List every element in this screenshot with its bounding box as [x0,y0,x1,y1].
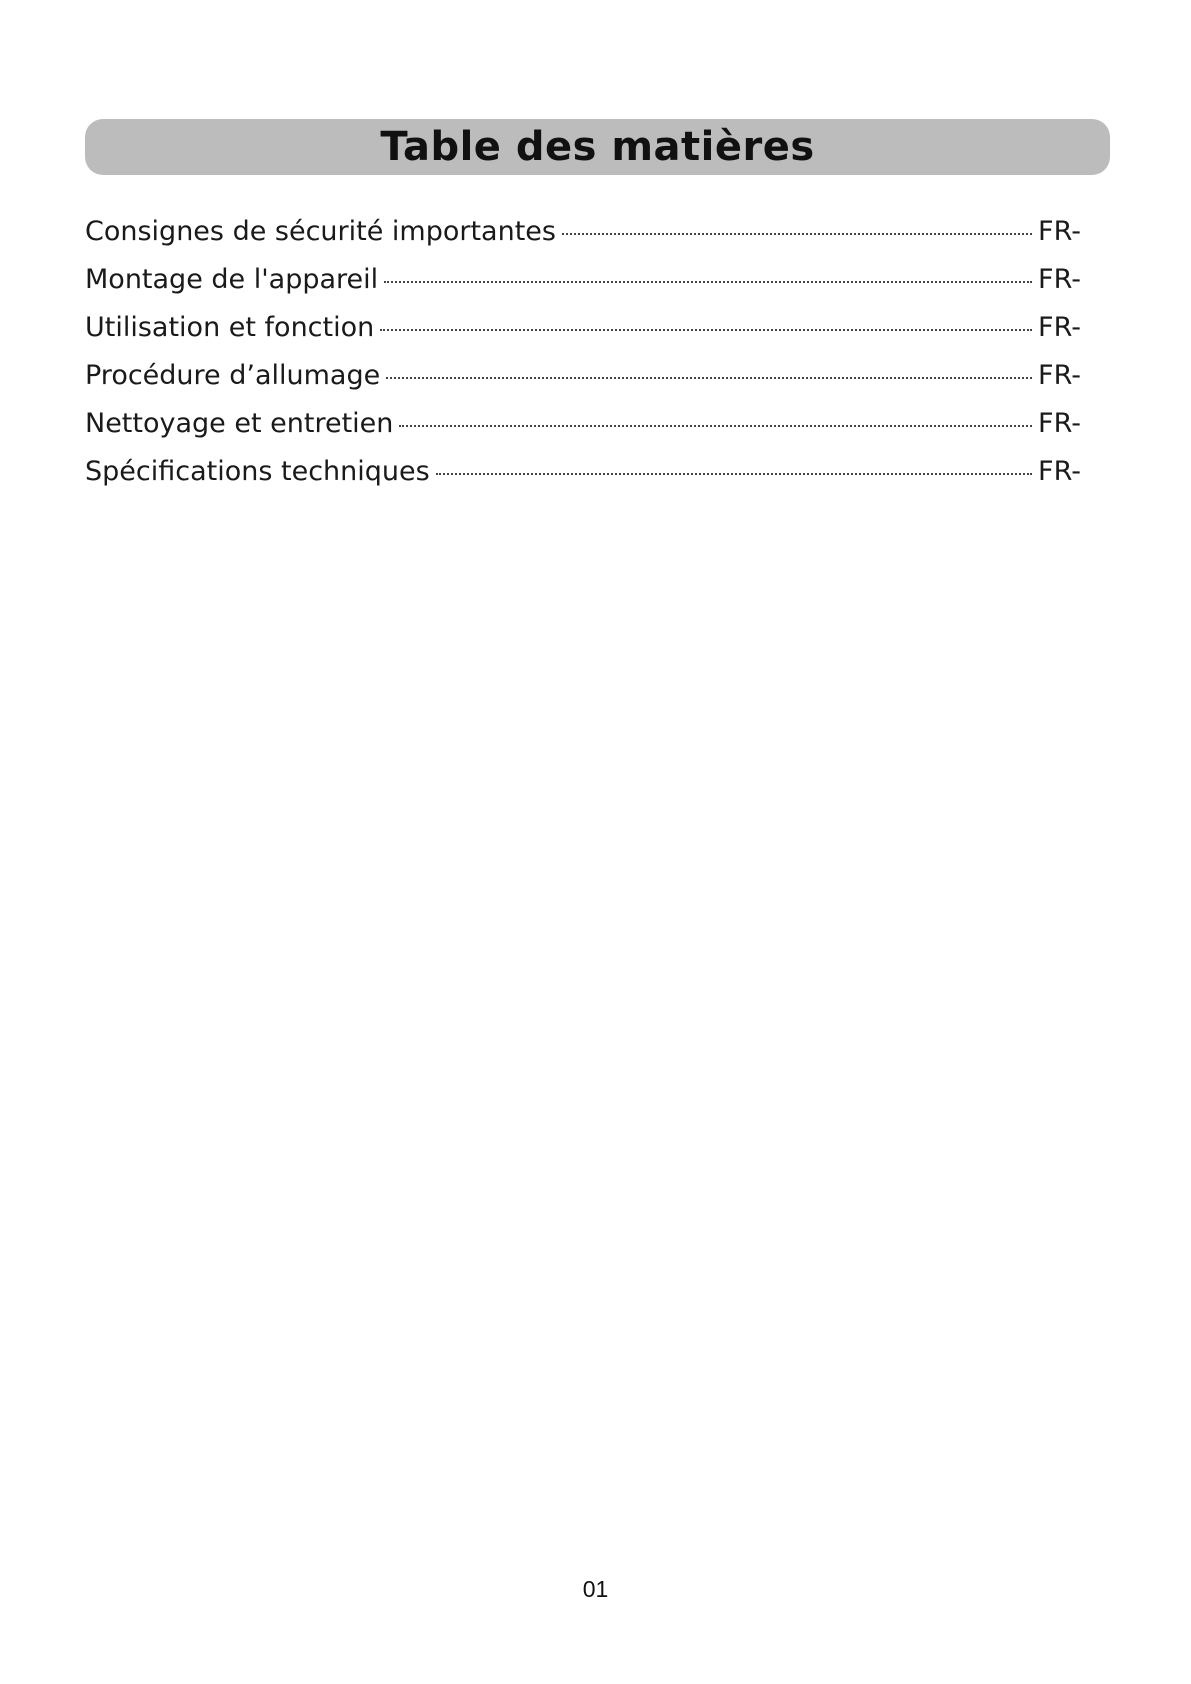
dot-leader [562,233,1032,235]
dot-leader [384,281,1032,283]
toc-entry-page: FR- [1038,408,1081,439]
toc-entry-page: FR- [1038,264,1081,295]
dot-leader [380,329,1032,331]
toc-entry-page: FR- [1038,312,1081,343]
toc-entry-label: Consignes de sécurité importantes [85,216,556,247]
toc-entry-label: Procédure d’allumage [85,360,381,391]
toc-entry-ignition[interactable] [85,360,1081,408]
toc-entry-page: FR- [1038,216,1081,247]
title-banner [85,119,1110,175]
toc-entry-assembly[interactable] [85,264,1081,312]
dot-leader [399,425,1032,427]
toc-entry-label: Utilisation et fonction [85,312,375,343]
toc-entry-safety[interactable] [85,216,1081,264]
toc-entry-page: FR- [1038,360,1081,391]
toc-entry-label: Spécifications techniques [85,456,430,487]
toc-entry-label: Montage de l'appareil [85,264,379,295]
toc-entry-usage[interactable] [85,312,1081,360]
page-number: 01 [582,1576,609,1602]
table-of-contents [85,216,1081,504]
page-title: Table des matières [380,124,815,170]
toc-entry-label: Nettoyage et entretien [85,408,394,439]
dot-leader [436,473,1032,475]
toc-entry-specifications[interactable] [85,456,1081,504]
toc-entry-cleaning[interactable] [85,408,1081,456]
dot-leader [386,377,1032,379]
toc-entry-page: FR- [1038,456,1081,487]
